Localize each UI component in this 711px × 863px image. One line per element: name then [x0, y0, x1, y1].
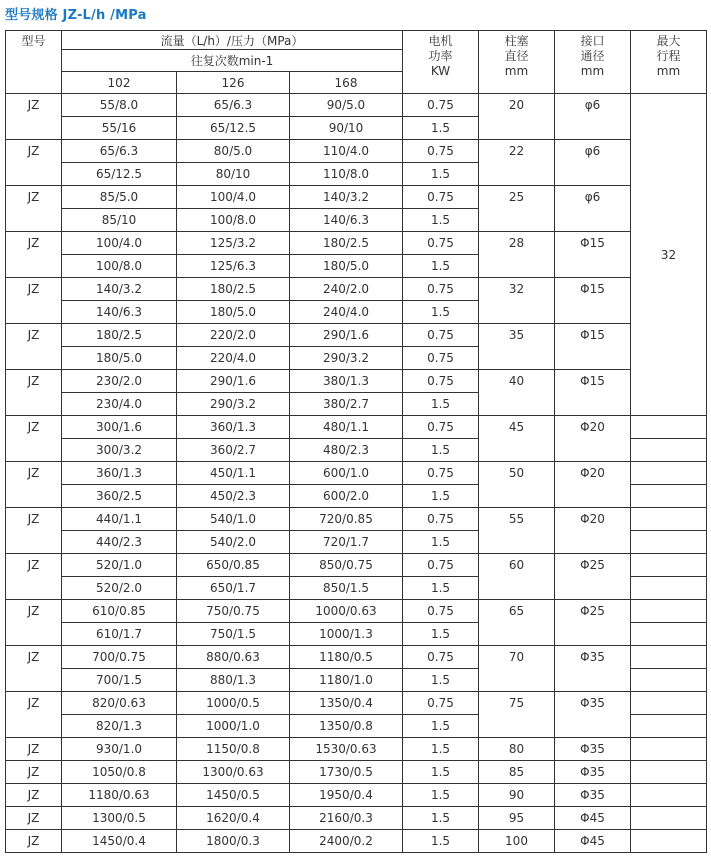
header-motor-line: 功率	[428, 49, 453, 63]
flow-cell-126: 1300/0.63	[177, 761, 290, 784]
motor-power-cell: 1.5	[403, 439, 479, 462]
flow-cell-126: 65/12.5	[177, 117, 290, 140]
model-cell: JZ	[6, 140, 62, 186]
flow-cell-126: 450/1.1	[177, 462, 290, 485]
motor-power-cell: 1.5	[403, 784, 479, 807]
flow-cell-168: 1730/0.5	[290, 761, 403, 784]
port-diameter-cell: Φ35	[555, 646, 631, 692]
header-motor-line: 电机	[428, 34, 453, 48]
flow-cell-102: 100/8.0	[62, 255, 177, 278]
flow-cell-126: 1000/0.5	[177, 692, 290, 715]
max-stroke-cell-empty	[631, 830, 707, 853]
table-row	[6, 370, 707, 393]
flow-cell-168: 600/2.0	[290, 485, 403, 508]
max-stroke-cell-empty	[631, 508, 707, 531]
max-stroke-cell-empty	[631, 807, 707, 830]
flow-cell-126: 100/4.0	[177, 186, 290, 209]
port-diameter-cell: φ6	[555, 94, 631, 140]
page-title: 型号规格 JZ-L/h /MPa	[5, 8, 147, 23]
motor-power-cell: 1.5	[403, 301, 479, 324]
flow-cell-168: 850/1.5	[290, 577, 403, 600]
header-plunger-line: 直径	[504, 49, 529, 63]
plunger-diameter-cell: 55	[479, 508, 555, 554]
max-stroke-cell-empty	[631, 692, 707, 715]
plunger-diameter-cell: 85	[479, 761, 555, 784]
port-diameter-cell: Φ35	[555, 761, 631, 784]
flow-cell-102: 230/4.0	[62, 393, 177, 416]
flow-cell-126: 80/5.0	[177, 140, 290, 163]
flow-cell-102: 140/6.3	[62, 301, 177, 324]
flow-cell-102: 230/2.0	[62, 370, 177, 393]
flow-cell-102: 85/10	[62, 209, 177, 232]
flow-cell-168: 1530/0.63	[290, 738, 403, 761]
flow-cell-126: 180/2.5	[177, 278, 290, 301]
motor-power-cell: 1.5	[403, 163, 479, 186]
flow-cell-102: 1180/0.63	[62, 784, 177, 807]
max-stroke-cell-empty	[631, 531, 707, 554]
flow-cell-168: 380/1.3	[290, 370, 403, 393]
motor-power-cell: 0.75	[403, 462, 479, 485]
flow-cell-168: 180/2.5	[290, 232, 403, 255]
table-row	[6, 94, 707, 117]
flow-cell-102: 610/0.85	[62, 600, 177, 623]
flow-cell-126: 1000/1.0	[177, 715, 290, 738]
motor-power-cell: 1.5	[403, 531, 479, 554]
flow-cell-126: 125/3.2	[177, 232, 290, 255]
flow-cell-102: 440/2.3	[62, 531, 177, 554]
header-model: 型号	[6, 31, 62, 94]
flow-cell-126: 80/10	[177, 163, 290, 186]
table-row	[6, 807, 707, 830]
motor-power-cell: 0.75	[403, 324, 479, 347]
header-port	[555, 31, 631, 94]
flow-cell-126: 450/2.3	[177, 485, 290, 508]
port-diameter-cell: Φ20	[555, 508, 631, 554]
flow-cell-168: 1180/0.5	[290, 646, 403, 669]
table-row	[6, 738, 707, 761]
model-cell: JZ	[6, 692, 62, 738]
table-row	[6, 692, 707, 715]
model-cell: JZ	[6, 738, 62, 761]
motor-power-cell: 0.75	[403, 508, 479, 531]
header-stroke-line: 行程	[656, 49, 681, 63]
flow-cell-102: 100/4.0	[62, 232, 177, 255]
plunger-diameter-cell: 35	[479, 324, 555, 370]
flow-cell-168: 1350/0.8	[290, 715, 403, 738]
table-row	[6, 761, 707, 784]
flow-cell-126: 1800/0.3	[177, 830, 290, 853]
model-cell: JZ	[6, 600, 62, 646]
flow-cell-168: 290/3.2	[290, 347, 403, 370]
model-cell: JZ	[6, 232, 62, 278]
model-cell: JZ	[6, 761, 62, 784]
plunger-diameter-cell: 75	[479, 692, 555, 738]
port-diameter-cell: Φ20	[555, 462, 631, 508]
model-cell: JZ	[6, 324, 62, 370]
table-row	[6, 140, 707, 163]
flow-cell-126: 880/0.63	[177, 646, 290, 669]
flow-cell-126: 180/5.0	[177, 301, 290, 324]
header-port-line: 接口	[580, 34, 605, 48]
flow-cell-126: 1620/0.4	[177, 807, 290, 830]
port-diameter-cell: Φ35	[555, 738, 631, 761]
max-stroke-cell-empty	[631, 439, 707, 462]
port-diameter-cell: Φ25	[555, 554, 631, 600]
max-stroke-cell-empty	[631, 715, 707, 738]
port-diameter-cell: φ6	[555, 186, 631, 232]
flow-cell-126: 880/1.3	[177, 669, 290, 692]
flow-cell-168: 380/2.7	[290, 393, 403, 416]
max-stroke-cell-empty	[631, 462, 707, 485]
flow-cell-126: 540/1.0	[177, 508, 290, 531]
table-row	[6, 784, 707, 807]
header-reciprocation: 往复次数min-1	[62, 50, 403, 72]
flow-cell-126: 290/1.6	[177, 370, 290, 393]
flow-cell-168: 90/5.0	[290, 94, 403, 117]
flow-cell-168: 90/10	[290, 117, 403, 140]
flow-cell-168: 480/1.1	[290, 416, 403, 439]
motor-power-cell: 1.5	[403, 255, 479, 278]
model-cell: JZ	[6, 370, 62, 416]
plunger-diameter-cell: 50	[479, 462, 555, 508]
flow-cell-102: 65/12.5	[62, 163, 177, 186]
flow-cell-126: 125/6.3	[177, 255, 290, 278]
flow-cell-168: 240/4.0	[290, 301, 403, 324]
max-stroke-cell-empty	[631, 600, 707, 623]
motor-power-cell: 1.5	[403, 738, 479, 761]
flow-cell-102: 360/1.3	[62, 462, 177, 485]
flow-cell-126: 650/1.7	[177, 577, 290, 600]
plunger-diameter-cell: 20	[479, 94, 555, 140]
flow-cell-168: 2160/0.3	[290, 807, 403, 830]
flow-cell-168: 600/1.0	[290, 462, 403, 485]
plunger-diameter-cell: 60	[479, 554, 555, 600]
motor-power-cell: 1.5	[403, 669, 479, 692]
flow-cell-126: 220/4.0	[177, 347, 290, 370]
flow-cell-102: 85/5.0	[62, 186, 177, 209]
max-stroke-cell-empty	[631, 669, 707, 692]
flow-cell-168: 2400/0.2	[290, 830, 403, 853]
max-stroke-cell-empty	[631, 623, 707, 646]
port-diameter-cell: Φ15	[555, 324, 631, 370]
header-stroke	[631, 31, 707, 94]
model-cell: JZ	[6, 416, 62, 462]
plunger-diameter-cell: 80	[479, 738, 555, 761]
flow-cell-168: 720/1.7	[290, 531, 403, 554]
flow-cell-168: 850/0.75	[290, 554, 403, 577]
header-motor	[403, 31, 479, 94]
model-cell: JZ	[6, 807, 62, 830]
table-row	[6, 324, 707, 347]
motor-power-cell: 0.75	[403, 94, 479, 117]
port-diameter-cell: φ6	[555, 140, 631, 186]
table-row	[6, 600, 707, 623]
plunger-diameter-cell: 25	[479, 186, 555, 232]
header-plunger-line: mm	[504, 64, 529, 78]
flow-cell-102: 1050/0.8	[62, 761, 177, 784]
motor-power-cell: 0.75	[403, 347, 479, 370]
motor-power-cell: 0.75	[403, 140, 479, 163]
header-stroke-line: mm	[656, 64, 681, 78]
flow-cell-102: 1450/0.4	[62, 830, 177, 853]
max-stroke-cell: 32	[631, 94, 707, 416]
flow-cell-102: 700/0.75	[62, 646, 177, 669]
header-plunger-line: 柱塞	[504, 34, 529, 48]
plunger-diameter-cell: 22	[479, 140, 555, 186]
motor-power-cell: 0.75	[403, 646, 479, 669]
flow-cell-126: 1150/0.8	[177, 738, 290, 761]
model-cell: JZ	[6, 830, 62, 853]
max-stroke-cell-empty	[631, 761, 707, 784]
flow-cell-126: 290/3.2	[177, 393, 290, 416]
max-stroke-cell-empty	[631, 784, 707, 807]
flow-cell-126: 650/0.85	[177, 554, 290, 577]
flow-cell-168: 110/8.0	[290, 163, 403, 186]
header-port-line: mm	[580, 64, 605, 78]
motor-power-cell: 0.75	[403, 554, 479, 577]
header-speed: 168	[290, 72, 403, 94]
flow-cell-168: 240/2.0	[290, 278, 403, 301]
motor-power-cell: 0.75	[403, 416, 479, 439]
motor-power-cell: 0.75	[403, 232, 479, 255]
plunger-diameter-cell: 45	[479, 416, 555, 462]
port-diameter-cell: Φ15	[555, 232, 631, 278]
flow-cell-168: 1180/1.0	[290, 669, 403, 692]
header-motor-line: KW	[430, 64, 451, 78]
port-diameter-cell: Φ35	[555, 692, 631, 738]
motor-power-cell: 1.5	[403, 715, 479, 738]
flow-cell-102: 820/0.63	[62, 692, 177, 715]
port-diameter-cell: Φ20	[555, 416, 631, 462]
flow-cell-168: 1000/0.63	[290, 600, 403, 623]
max-stroke-cell-empty	[631, 738, 707, 761]
motor-power-cell: 1.5	[403, 117, 479, 140]
motor-power-cell: 0.75	[403, 600, 479, 623]
flow-cell-126: 540/2.0	[177, 531, 290, 554]
table-row	[6, 186, 707, 209]
flow-cell-126: 100/8.0	[177, 209, 290, 232]
flow-cell-126: 750/0.75	[177, 600, 290, 623]
port-diameter-cell: Φ15	[555, 370, 631, 416]
flow-cell-126: 65/6.3	[177, 94, 290, 117]
max-stroke-cell-empty	[631, 485, 707, 508]
flow-cell-102: 700/1.5	[62, 669, 177, 692]
plunger-diameter-cell: 32	[479, 278, 555, 324]
flow-cell-102: 140/3.2	[62, 278, 177, 301]
max-stroke-cell-empty	[631, 554, 707, 577]
flow-cell-126: 360/2.7	[177, 439, 290, 462]
flow-cell-168: 480/2.3	[290, 439, 403, 462]
plunger-diameter-cell: 100	[479, 830, 555, 853]
table-row	[6, 462, 707, 485]
flow-cell-126: 360/1.3	[177, 416, 290, 439]
motor-power-cell: 1.5	[403, 623, 479, 646]
flow-cell-102: 820/1.3	[62, 715, 177, 738]
motor-power-cell: 1.5	[403, 209, 479, 232]
model-cell: JZ	[6, 278, 62, 324]
flow-cell-168: 1000/1.3	[290, 623, 403, 646]
flow-cell-102: 300/1.6	[62, 416, 177, 439]
model-cell: JZ	[6, 646, 62, 692]
flow-cell-102: 440/1.1	[62, 508, 177, 531]
header-plunger	[479, 31, 555, 94]
flow-cell-102: 180/2.5	[62, 324, 177, 347]
port-diameter-cell: Φ25	[555, 600, 631, 646]
port-diameter-cell: Φ15	[555, 278, 631, 324]
max-stroke-cell-empty	[631, 416, 707, 439]
port-diameter-cell: Φ35	[555, 784, 631, 807]
plunger-diameter-cell: 70	[479, 646, 555, 692]
header-stroke-line: 最大	[656, 34, 681, 48]
flow-cell-102: 520/1.0	[62, 554, 177, 577]
flow-cell-168: 290/1.6	[290, 324, 403, 347]
flow-cell-102: 1300/0.5	[62, 807, 177, 830]
model-cell: JZ	[6, 508, 62, 554]
motor-power-cell: 1.5	[403, 485, 479, 508]
table-row	[6, 232, 707, 255]
plunger-diameter-cell: 28	[479, 232, 555, 278]
plunger-diameter-cell: 95	[479, 807, 555, 830]
max-stroke-cell-empty	[631, 577, 707, 600]
flow-cell-102: 55/8.0	[62, 94, 177, 117]
max-stroke-cell-empty	[631, 646, 707, 669]
model-cell: JZ	[6, 784, 62, 807]
flow-cell-102: 65/6.3	[62, 140, 177, 163]
plunger-diameter-cell: 40	[479, 370, 555, 416]
flow-cell-102: 300/3.2	[62, 439, 177, 462]
table-row	[6, 278, 707, 301]
flow-cell-126: 1450/0.5	[177, 784, 290, 807]
port-diameter-cell: Φ45	[555, 830, 631, 853]
table-row	[6, 508, 707, 531]
flow-cell-168: 140/6.3	[290, 209, 403, 232]
plunger-diameter-cell: 65	[479, 600, 555, 646]
flow-cell-102: 610/1.7	[62, 623, 177, 646]
flow-cell-168: 1950/0.4	[290, 784, 403, 807]
plunger-diameter-cell: 90	[479, 784, 555, 807]
flow-cell-168: 1350/0.4	[290, 692, 403, 715]
table-row	[6, 554, 707, 577]
motor-power-cell: 1.5	[403, 807, 479, 830]
flow-cell-168: 140/3.2	[290, 186, 403, 209]
flow-cell-168: 110/4.0	[290, 140, 403, 163]
header-port-line: 通径	[580, 49, 605, 63]
header-speed: 102	[62, 72, 177, 94]
motor-power-cell: 0.75	[403, 278, 479, 301]
flow-cell-102: 55/16	[62, 117, 177, 140]
flow-cell-102: 930/1.0	[62, 738, 177, 761]
motor-power-cell: 1.5	[403, 577, 479, 600]
header-flow: 流量（L/h）/压力（MPa）	[62, 31, 403, 50]
model-cell: JZ	[6, 554, 62, 600]
flow-cell-126: 750/1.5	[177, 623, 290, 646]
flow-cell-168: 180/5.0	[290, 255, 403, 278]
header-speed: 126	[177, 72, 290, 94]
motor-power-cell: 1.5	[403, 393, 479, 416]
table-row	[6, 646, 707, 669]
flow-cell-126: 220/2.0	[177, 324, 290, 347]
motor-power-cell: 1.5	[403, 830, 479, 853]
motor-power-cell: 1.5	[403, 761, 479, 784]
flow-cell-168: 720/0.85	[290, 508, 403, 531]
model-cell: JZ	[6, 94, 62, 140]
flow-cell-102: 360/2.5	[62, 485, 177, 508]
table-row	[6, 416, 707, 439]
table-row	[6, 830, 707, 853]
model-cell: JZ	[6, 186, 62, 232]
motor-power-cell: 0.75	[403, 692, 479, 715]
header-row-1	[6, 31, 707, 50]
port-diameter-cell: Φ45	[555, 807, 631, 830]
spec-table	[5, 30, 707, 853]
model-cell: JZ	[6, 462, 62, 508]
flow-cell-102: 520/2.0	[62, 577, 177, 600]
flow-cell-102: 180/5.0	[62, 347, 177, 370]
motor-power-cell: 0.75	[403, 370, 479, 393]
motor-power-cell: 0.75	[403, 186, 479, 209]
